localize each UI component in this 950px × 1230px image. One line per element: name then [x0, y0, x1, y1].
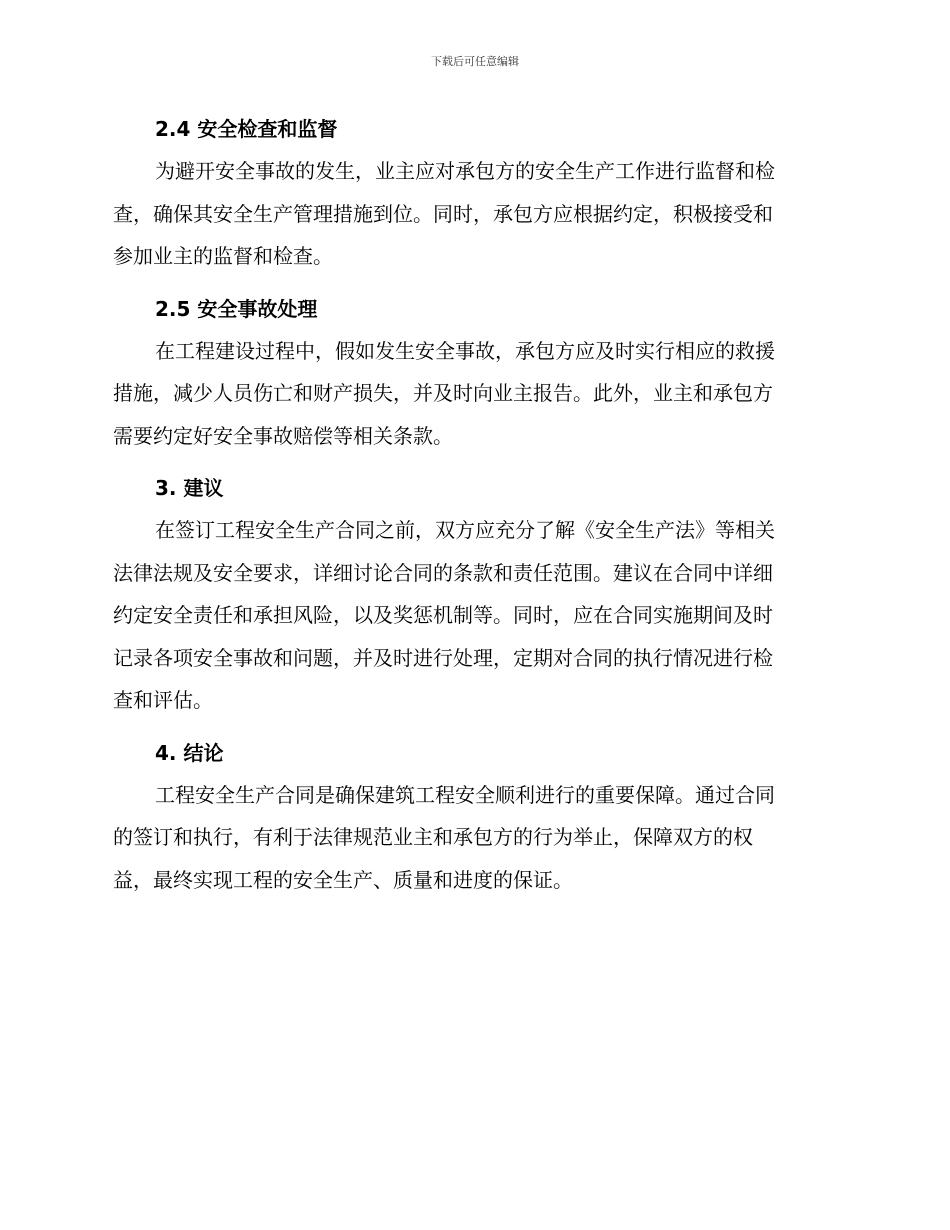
section-paragraph — [113, 330, 833, 458]
section-paragraph — [113, 150, 833, 278]
section-4 — [113, 732, 833, 902]
paragraph-line: 在签订工程安全生产合同之前，双方应充分了解《安全生产法》等相关 — [155, 518, 775, 542]
paragraph-line: 查和评估。 — [113, 688, 213, 712]
paragraph-line: 措施，减少人员伤亡和财产损失，并及时向业主报告。此外，业主和承包方 — [113, 381, 773, 405]
section-2-5 — [113, 288, 833, 458]
paragraph-line: 参加业主的监督和检查。 — [113, 244, 333, 268]
section-paragraph — [113, 509, 833, 722]
paragraph-line: 益，最终实现工程的安全生产、质量和进度的保证。 — [113, 867, 573, 892]
section-heading: 4. 结论 — [155, 740, 224, 765]
section-heading: 2.4 安全检查和监督 — [155, 117, 338, 141]
document-body — [113, 108, 833, 911]
section-2-4 — [113, 108, 833, 278]
paragraph-line: 的签订和执行，有利于法律规范业主和承包方的行为举止，保障双方的权 — [113, 825, 753, 849]
page-header: 下载后可任意编辑 — [431, 55, 519, 68]
paragraph-line: 法律法规及安全要求，详细讨论合同的条款和责任范围。建议在合同中详细 — [113, 560, 773, 585]
paragraph-line: 记录各项安全事故和问题，并及时进行处理，定期对合同的执行情况进行检 — [113, 645, 773, 670]
paragraph-line: 在工程建设过程中，假如发生安全事故，承包方应及时实行相应的救援 — [155, 338, 775, 363]
paragraph-line: 需要约定好安全事故赔偿等相关条款。 — [113, 423, 453, 448]
section-paragraph — [113, 774, 833, 902]
section-heading: 2.5 安全事故处理 — [155, 296, 318, 321]
paragraph-line: 为避开安全事故的发生，业主应对承包方的安全生产工作进行监督和检 — [155, 159, 775, 183]
paragraph-line: 工程安全生产合同是确保建筑工程安全顺利进行的重要保障。通过合同 — [155, 782, 775, 807]
paragraph-line: 查，确保其安全生产管理措施到位。同时，承包方应根据约定，积极接受和 — [113, 201, 773, 226]
paragraph-line: 约定安全责任和承担风险，以及奖惩机制等。同时，应在合同实施期间及时 — [113, 603, 773, 627]
section-heading: 3. 建议 — [155, 476, 224, 500]
section-3 — [113, 467, 833, 722]
